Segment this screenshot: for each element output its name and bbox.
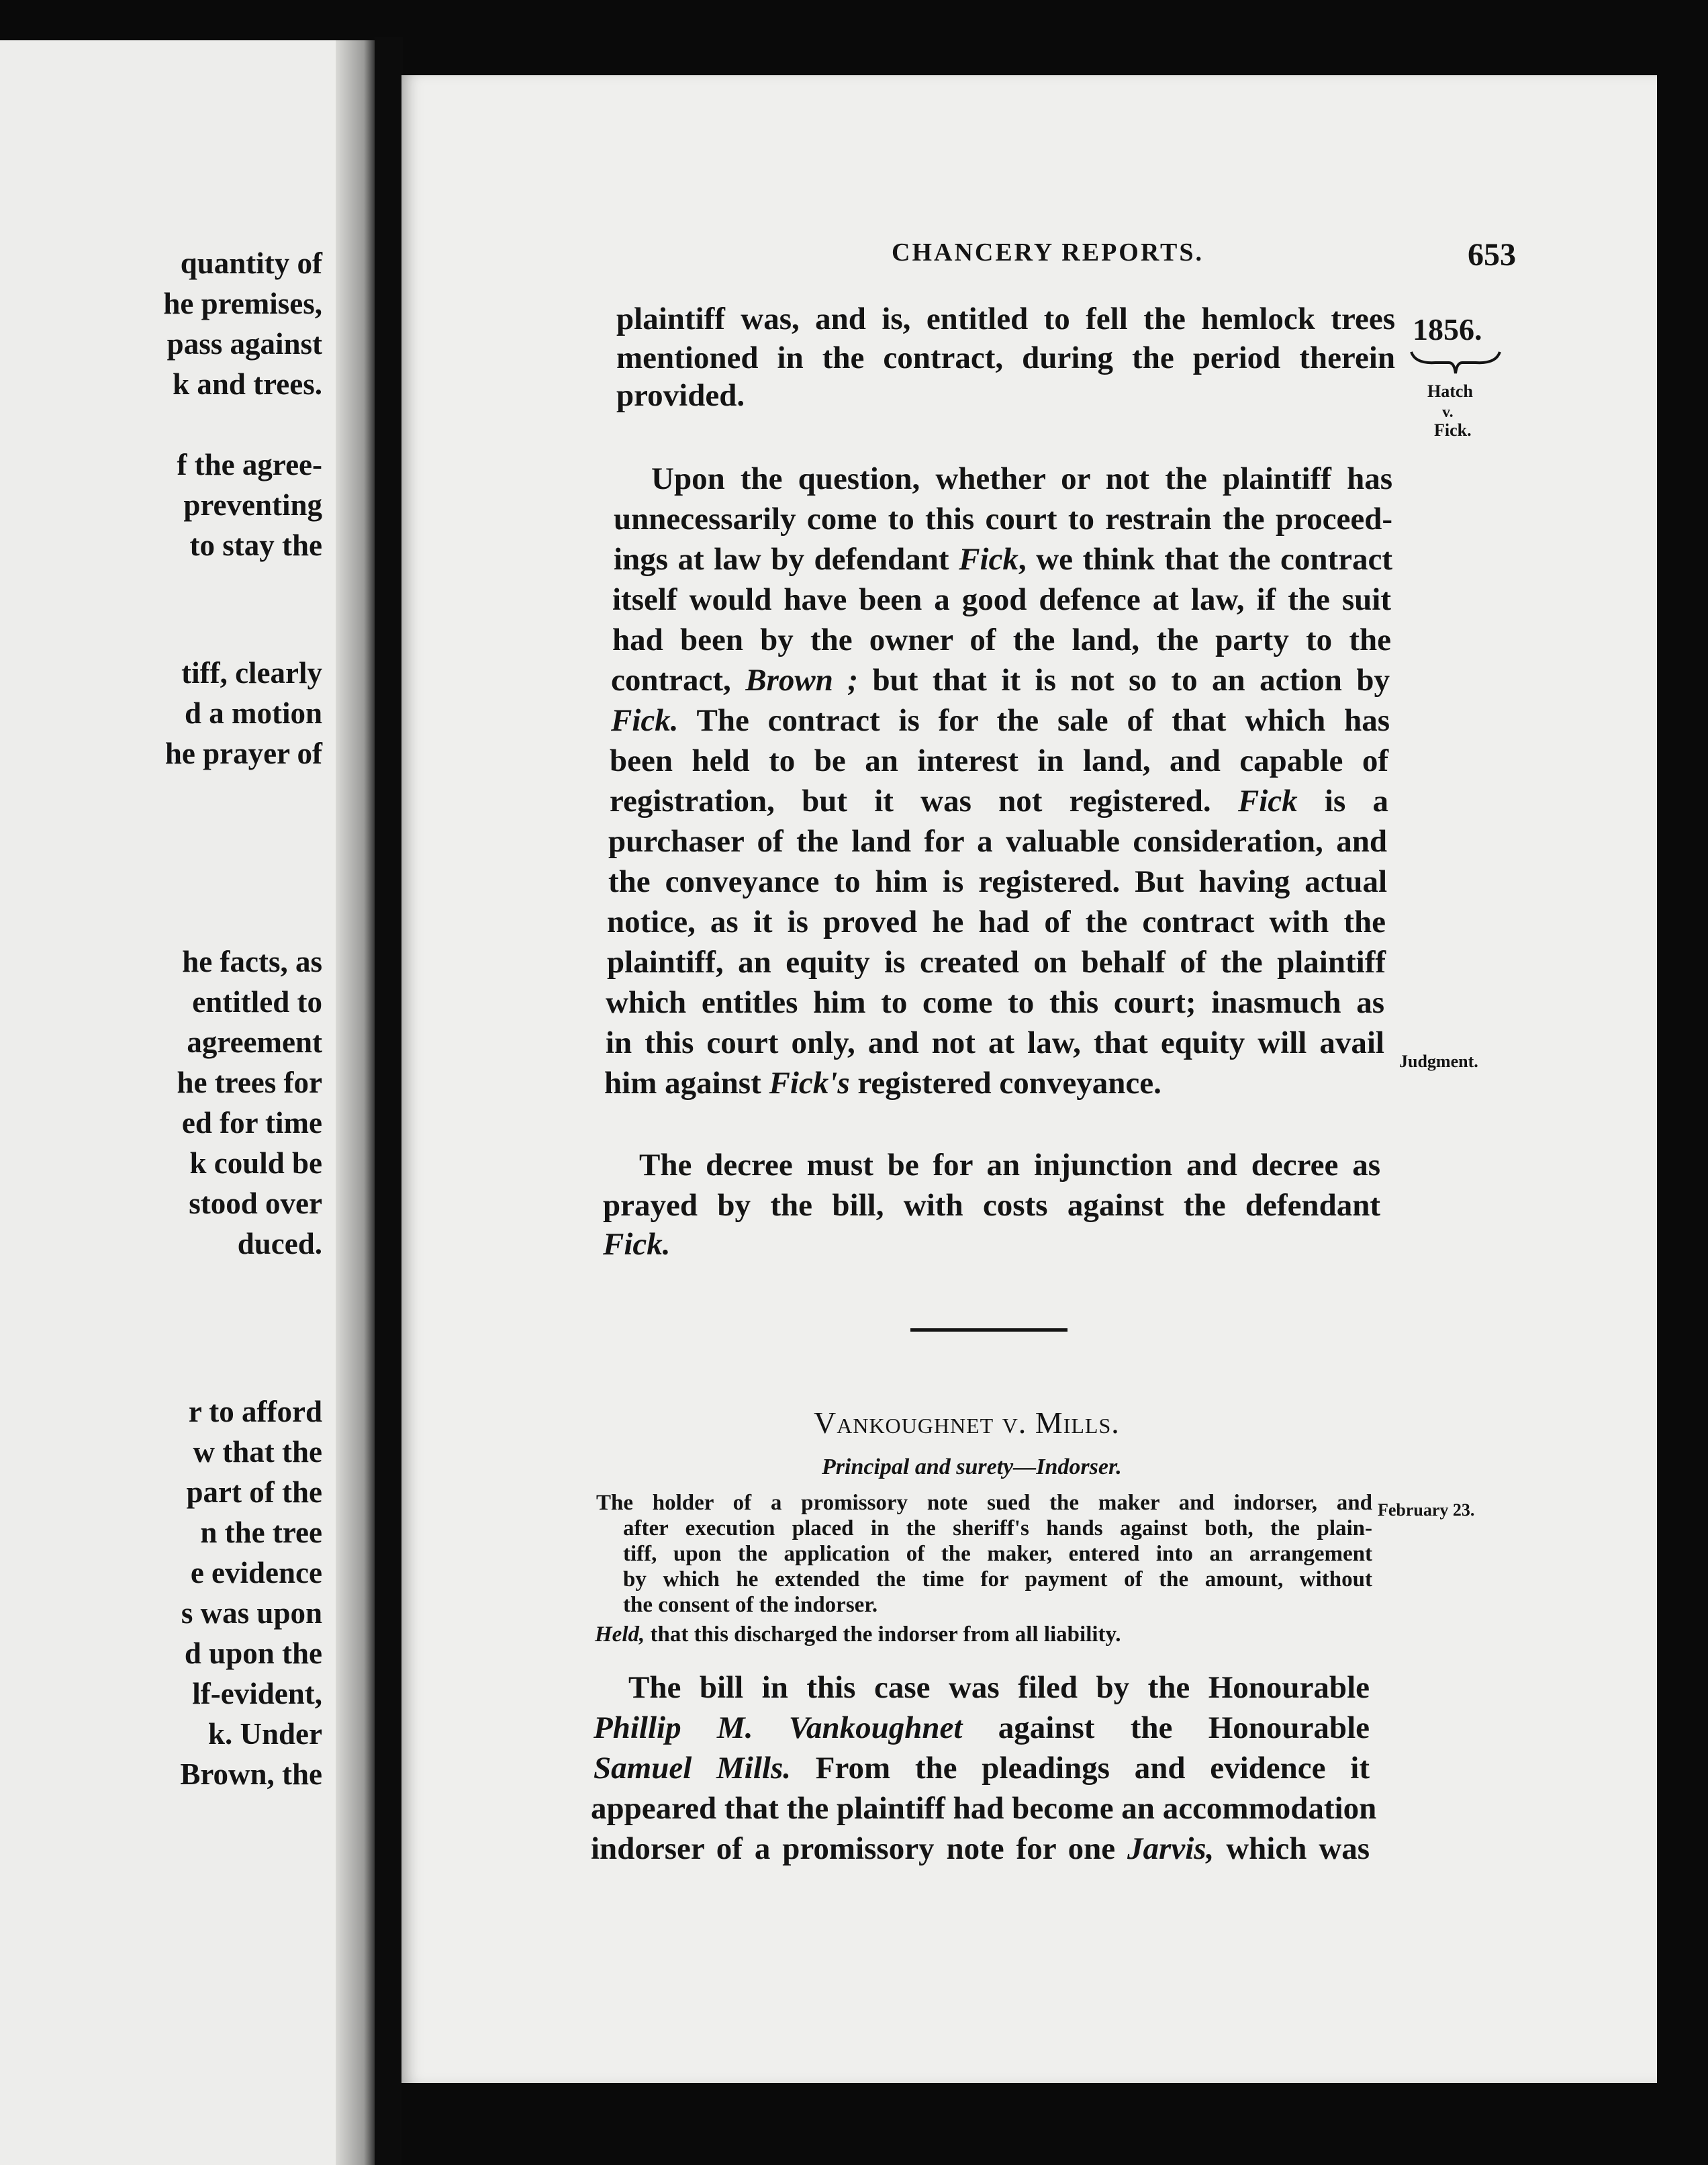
paragraph-2-line: Upon the question, whether or not the plaintiff has bbox=[651, 461, 1392, 496]
previous-page-line: ed for time bbox=[181, 1106, 322, 1140]
text-run: registered conveyance. bbox=[849, 1066, 1161, 1101]
margin-year: 1856. bbox=[1413, 312, 1482, 347]
previous-page-line: he prayer of bbox=[164, 737, 322, 770]
paragraph-1-line: provided. bbox=[616, 378, 745, 413]
case-title: Vankoughnet v. Mills. bbox=[814, 1406, 1120, 1440]
text-run: contract, bbox=[611, 663, 746, 698]
paragraph-2-line bbox=[611, 665, 1390, 696]
text-run: against the Honourable bbox=[962, 1710, 1370, 1745]
paragraph-2-line: had been by the owner of the land, the party to the bbox=[612, 623, 1391, 657]
margin-judgment: Judgment. bbox=[1399, 1052, 1478, 1071]
previous-page-line: tiff, clearly bbox=[181, 656, 322, 690]
paragraph-4-line bbox=[594, 1712, 1370, 1744]
paragraph-2-line: in this court only, and not at law, that equity will avail bbox=[606, 1025, 1384, 1060]
paragraph-1-line: mentioned in the contract, during the period therein bbox=[616, 340, 1395, 375]
paragraph-2-line: plaintiff, an equity is created on behalf of the plaintiff bbox=[607, 945, 1386, 980]
previous-page-line: f the agree- bbox=[177, 448, 322, 481]
previous-page-line: Brown, the bbox=[180, 1757, 322, 1791]
brace-icon bbox=[1409, 349, 1503, 376]
paragraph-2-line: itself would have been a good defence at law, if the suit bbox=[612, 582, 1391, 617]
gutter-shadow bbox=[336, 40, 376, 2165]
previous-page-line: pass against bbox=[167, 327, 322, 361]
margin-case-party-1: Hatch bbox=[1427, 381, 1473, 401]
headnote-line: The holder of a promissory note sued the maker and indorser, and bbox=[596, 1491, 1372, 1515]
headnote-line: after execution placed in the sheriff's hands against both, the plain- bbox=[623, 1516, 1372, 1540]
party-name: Fick bbox=[959, 542, 1018, 577]
text-run: registration, but it was not registered. bbox=[610, 784, 1238, 819]
paragraph-4-line bbox=[594, 1753, 1370, 1784]
previous-page-line: d a motion bbox=[184, 696, 322, 730]
previous-page-line: he facts, as bbox=[182, 945, 322, 978]
previous-page-line: k could be bbox=[189, 1146, 322, 1180]
paragraph-3-line: The decree must be for an injunction and decree as bbox=[639, 1148, 1380, 1183]
previous-page-text bbox=[0, 40, 376, 2165]
previous-page-line: r to afford bbox=[188, 1395, 322, 1428]
paragraph-2-line bbox=[604, 1068, 1383, 1099]
previous-page-line: to stay the bbox=[189, 528, 322, 562]
paragraph-1-line: plaintiff was, and is, entitled to fell the hemlock trees bbox=[616, 302, 1395, 336]
previous-page-line: k and trees. bbox=[173, 367, 322, 401]
scan-background bbox=[401, 2083, 1708, 2165]
previous-page-line: n the tree bbox=[200, 1516, 322, 1549]
text-run: ings at law by defendant bbox=[614, 542, 959, 577]
party-name: Samuel Mills. bbox=[594, 1751, 792, 1786]
scan-background-edge bbox=[1657, 0, 1708, 2165]
book-binding bbox=[375, 37, 403, 2165]
paragraph-2-line: which entitles him to come to this court; inasmuch as bbox=[606, 985, 1384, 1020]
previous-page-line: preventing bbox=[183, 488, 322, 522]
case-subtitle: Principal and surety—Indorser. bbox=[822, 1455, 1122, 1479]
previous-page-line: entitled to bbox=[192, 985, 322, 1019]
margin-case-party-2: Fick. bbox=[1434, 420, 1472, 440]
paragraph-2-line: the conveyance to him is registered. But having actual bbox=[608, 864, 1387, 899]
headnote-line: by which he extended the time for payment of the amount, without bbox=[623, 1567, 1372, 1592]
previous-page-line: part of the bbox=[186, 1475, 322, 1509]
party-name: Fick bbox=[1237, 784, 1298, 819]
running-head: CHANCERY REPORTS. bbox=[892, 238, 1204, 267]
page-number: 653 bbox=[1468, 237, 1516, 273]
margin-date: February 23. bbox=[1378, 1500, 1475, 1520]
previous-page-line: w that the bbox=[193, 1435, 322, 1469]
headnote-line: tiff, upon the application of the maker, entered into an arrangement bbox=[623, 1542, 1372, 1566]
paragraph-2-line: been held to be an interest in land, and capable of bbox=[610, 743, 1388, 778]
text-run: which was bbox=[1214, 1831, 1370, 1866]
held-label: Held, bbox=[595, 1622, 645, 1647]
previous-page-line: he premises, bbox=[163, 287, 322, 320]
paragraph-2-line: notice, as it is proved he had of the contract with the bbox=[607, 905, 1386, 939]
previous-page-line: stood over bbox=[189, 1187, 322, 1220]
paragraph-2-line bbox=[611, 705, 1390, 737]
previous-page-line: k. Under bbox=[207, 1717, 322, 1751]
party-name: Fick. bbox=[611, 703, 679, 738]
party-name: Fick. bbox=[603, 1227, 671, 1262]
paragraph-2-line: unnecessarily come to this court to restrain the proceed- bbox=[614, 502, 1392, 537]
party-name: Fick's bbox=[769, 1066, 850, 1101]
party-name: Jarvis, bbox=[1127, 1831, 1215, 1866]
margin-case-v: v. bbox=[1442, 404, 1454, 421]
previous-page-line: d upon the bbox=[184, 1637, 322, 1670]
text-run: , we think that the contract bbox=[1018, 542, 1392, 577]
paragraph-3-line: prayed by the bill, with costs against the defendant bbox=[603, 1188, 1380, 1223]
previous-page-line: duced. bbox=[237, 1227, 322, 1260]
text-run: but that it is not so to an action by bbox=[858, 663, 1390, 698]
previous-page-line: quantity of bbox=[180, 246, 322, 280]
party-name: Phillip M. Vankoughnet bbox=[594, 1710, 963, 1745]
text-run: The contract is for the sale of that which has bbox=[678, 703, 1390, 738]
previous-page-line: he trees for bbox=[177, 1066, 322, 1099]
text-run: him against bbox=[604, 1066, 769, 1101]
paragraph-3-line bbox=[603, 1229, 1380, 1260]
previous-page-line: agreement bbox=[187, 1025, 322, 1059]
paragraph-4-line bbox=[591, 1833, 1370, 1865]
paragraph-2-line bbox=[610, 786, 1388, 817]
previous-page-fragment bbox=[0, 40, 376, 2165]
headnote-held-line bbox=[595, 1624, 1344, 1646]
paragraph-4-line: The bill in this case was filed by the Honourable bbox=[628, 1670, 1370, 1705]
paragraph-4-line: appeared that the plaintiff had become an accommodation bbox=[591, 1791, 1377, 1826]
text-run: From the pleadings and evidence it bbox=[791, 1751, 1370, 1786]
party-name: Brown ; bbox=[745, 663, 859, 698]
paragraph-2-line: purchaser of the land for a valuable consideration, and bbox=[608, 824, 1387, 859]
paragraph-2-line bbox=[614, 544, 1392, 575]
text-run: indorser of a promissory note for one bbox=[591, 1831, 1128, 1866]
headnote-line: the consent of the indorser. bbox=[623, 1593, 878, 1617]
section-divider bbox=[910, 1328, 1068, 1332]
text-run: that this discharged the indorser from all liability. bbox=[645, 1622, 1121, 1647]
previous-page-line: s was upon bbox=[181, 1596, 322, 1630]
previous-page-line: lf-evident, bbox=[192, 1677, 322, 1710]
previous-page-line: e evidence bbox=[190, 1556, 322, 1590]
text-run: is a bbox=[1297, 784, 1388, 819]
